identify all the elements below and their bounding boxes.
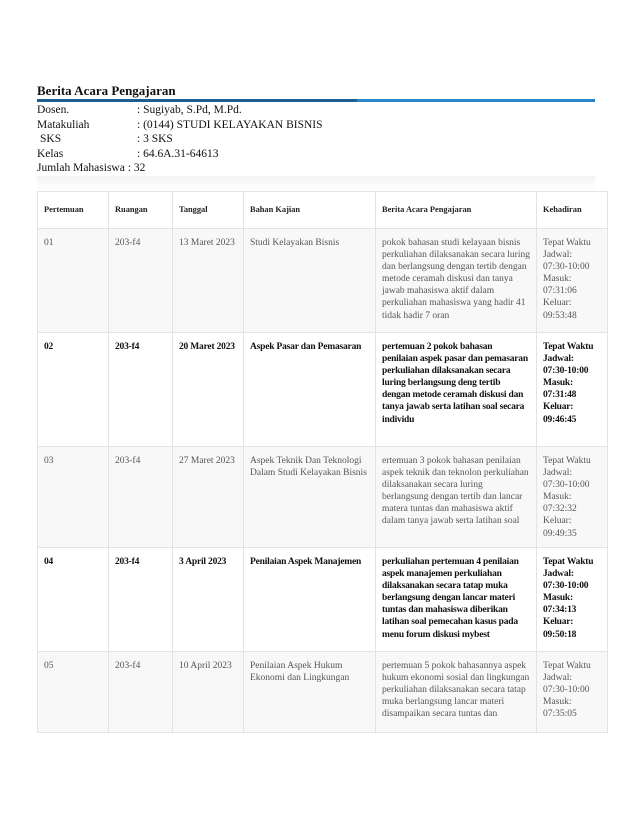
cell-kehadiran <box>537 652 608 733</box>
cell-pertemuan: 02 <box>38 333 109 447</box>
attendance-jadwal: 07:30-10:00 <box>543 366 589 377</box>
table-header-row <box>38 192 608 229</box>
cell-pertemuan: 04 <box>38 548 109 652</box>
cell-bahan-kajian: Studi Kelayakan Bisnis <box>244 229 376 333</box>
attendance-masuk: 07:31:48 <box>543 390 577 401</box>
attendance-masuk-label: Masuk: <box>543 697 572 708</box>
table-row <box>38 229 608 333</box>
info-matakuliah-value: : (0144) STUDI KELAYAKAN BISNIS <box>137 118 323 131</box>
attendance-jadwal-label: Jadwal: <box>543 569 574 580</box>
cell-berita-acara: pertemuan 5 pokok bahasannya aspek hukum ekonomi sosial dan lingkungan perkuliahan dilaksanakan secara tatap muka berlangsung lancar materi disampaikan secara tuntas dan <box>376 652 537 733</box>
cell-bahan-kajian: Aspek Teknik Dan Teknologi Dalam Studi Kelayakan Bisnis <box>244 447 376 548</box>
cell-berita-acara: pertemuan 2 pokok bahasan penilaian aspek pasar dan pemasaran perkuliahan dilaksanakan secara luring berlangsung deng tertib dengan metode ceramah diskusi dan tanya jawab serta latihan soal secara individu <box>376 333 537 447</box>
attendance-masuk: 07:31:06 <box>543 286 577 297</box>
cell-berita-acara: perkuliahan pertemuan 4 penilaian aspek manajemen perkuliahan dilaksanakan secara tatap muka berlangsung dengan lancar materi tuntas dan mahasiswa diberikan latihan soal pemecahan kasus pada menu forum diskusi mybest <box>376 548 537 652</box>
info-kelas-label: Kelas <box>37 147 64 160</box>
cell-tanggal: 10 April 2023 <box>173 652 244 733</box>
attendance-jadwal-label: Jadwal: <box>543 673 573 684</box>
table-row <box>38 447 608 548</box>
cell-tanggal: 27 Maret 2023 <box>173 447 244 548</box>
attendance-keluar: 09:46:45 <box>543 414 577 425</box>
cell-kehadiran <box>537 548 608 652</box>
course-info <box>37 103 323 176</box>
cell-pertemuan: 01 <box>38 229 109 333</box>
info-sks-value: : 3 SKS <box>137 133 173 146</box>
col-header-tanggal: Tanggal <box>173 192 244 229</box>
attendance-status: Tepat Waktu <box>543 342 594 352</box>
cell-tanggal: 3 April 2023 <box>173 548 244 652</box>
attendance-masuk-label: Masuk: <box>543 492 572 503</box>
attendance-masuk: 07:32:32 <box>543 504 577 515</box>
cell-ruangan: 203-f4 <box>109 652 173 733</box>
attendance-keluar-label: Keluar: <box>543 402 574 413</box>
cell-pertemuan: 05 <box>38 652 109 733</box>
attendance-masuk-label: Masuk: <box>543 274 572 285</box>
attendance-jadwal: 07:30-10:00 <box>543 262 590 273</box>
cell-bahan-kajian: Penilaian Aspek Hukum Ekonomi dan Lingkungan <box>244 652 376 733</box>
attendance-masuk-label: Masuk: <box>543 593 573 604</box>
cell-tanggal: 13 Maret 2023 <box>173 229 244 333</box>
cell-berita-acara: ertemuan 3 pokok bahasan penilaian aspek teknik dan teknolon perkuliahan dilaksanakan secara luring berlangsung dengan tertib dan lancar matera tuntas dan mahasiswa aktif dalam tanya jawab serta latihan soal <box>376 447 537 548</box>
info-dosen-value: : Sugiyab, S.Pd, M.Pd. <box>137 104 242 116</box>
attendance-jadwal-label: Jadwal: <box>543 354 574 365</box>
col-header-pertemuan: Pertemuan <box>38 192 109 229</box>
info-dosen-label: Dosen. <box>37 104 70 116</box>
info-kelas-value: : 64.6A.31-64613 <box>137 147 219 160</box>
attendance-keluar-label: Keluar: <box>543 298 572 309</box>
info-divider <box>37 176 595 190</box>
attendance-status: Tepat Waktu <box>543 557 594 567</box>
attendance-keluar: 09:49:35 <box>543 528 577 539</box>
info-dosen <box>37 103 323 118</box>
attendance-jadwal: 07:30-10:00 <box>543 685 590 696</box>
cell-kehadiran <box>537 229 608 333</box>
info-jumlah <box>37 161 323 176</box>
info-sks <box>37 132 323 147</box>
teaching-log-table <box>37 191 608 733</box>
cell-ruangan: 203-f4 <box>109 333 173 447</box>
info-kelas <box>37 147 323 162</box>
info-sks-label: SKS <box>40 133 62 146</box>
cell-tanggal: 20 Maret 2023 <box>173 333 244 447</box>
col-header-berita-acara: Berita Acara Pengajaran <box>376 192 537 229</box>
attendance-keluar: 09:50:18 <box>543 629 577 640</box>
col-header-kehadiran: Kehadiran <box>537 192 608 229</box>
attendance-jadwal-label: Jadwal: <box>543 468 573 479</box>
attendance-keluar-label: Keluar: <box>543 617 574 628</box>
cell-ruangan: 203-f4 <box>109 229 173 333</box>
cell-pertemuan: 03 <box>38 447 109 548</box>
table-row <box>38 333 608 447</box>
table-row <box>38 548 608 652</box>
page-title: Berita Acara Pengajaran <box>37 83 176 98</box>
attendance-status: Tepat Waktu <box>543 238 591 248</box>
attendance-status: Tepat Waktu <box>543 456 591 466</box>
attendance-jadwal: 07:30-10:00 <box>543 480 590 491</box>
cell-bahan-kajian: Penilaian Aspek Manajemen <box>244 548 376 652</box>
cell-berita-acara: pokok bahasan studi kelayaan bisnis perkuliahan dilaksanakan secara luring dan berlangsung dengan tertib dengan metode ceramah diskusi dan tanya jawab mahasiswa aktif dalam perkuliahan mahasiswa yang hadir 41 tidak hadir 7 oran <box>376 229 537 333</box>
cell-ruangan: 203-f4 <box>109 548 173 652</box>
cell-bahan-kajian: Aspek Pasar dan Pemasaran <box>244 333 376 447</box>
attendance-masuk: 07:34:13 <box>543 605 577 616</box>
cell-kehadiran <box>537 333 608 447</box>
info-matakuliah-label: Matakuliah <box>37 118 90 131</box>
attendance-status: Tepat Waktu <box>543 661 591 671</box>
col-header-ruangan: Ruangan <box>109 192 173 229</box>
info-jumlah-label: Jumlah Mahasiswa <box>37 162 125 175</box>
info-matakuliah <box>37 118 323 133</box>
attendance-masuk: 07:35:05 <box>543 709 577 720</box>
title-underline-accent <box>37 99 357 102</box>
table-row <box>38 652 608 733</box>
attendance-masuk-label: Masuk: <box>543 378 573 389</box>
cell-kehadiran <box>537 447 608 548</box>
cell-ruangan: 203-f4 <box>109 447 173 548</box>
attendance-jadwal-label: Jadwal: <box>543 250 573 261</box>
attendance-keluar-label: Keluar: <box>543 516 572 527</box>
attendance-keluar: 09:53:48 <box>543 310 577 321</box>
attendance-jadwal: 07:30-10:00 <box>543 581 589 592</box>
info-jumlah-value: : 32 <box>127 162 146 175</box>
col-header-bahan-kajian: Bahan Kajian <box>244 192 376 229</box>
